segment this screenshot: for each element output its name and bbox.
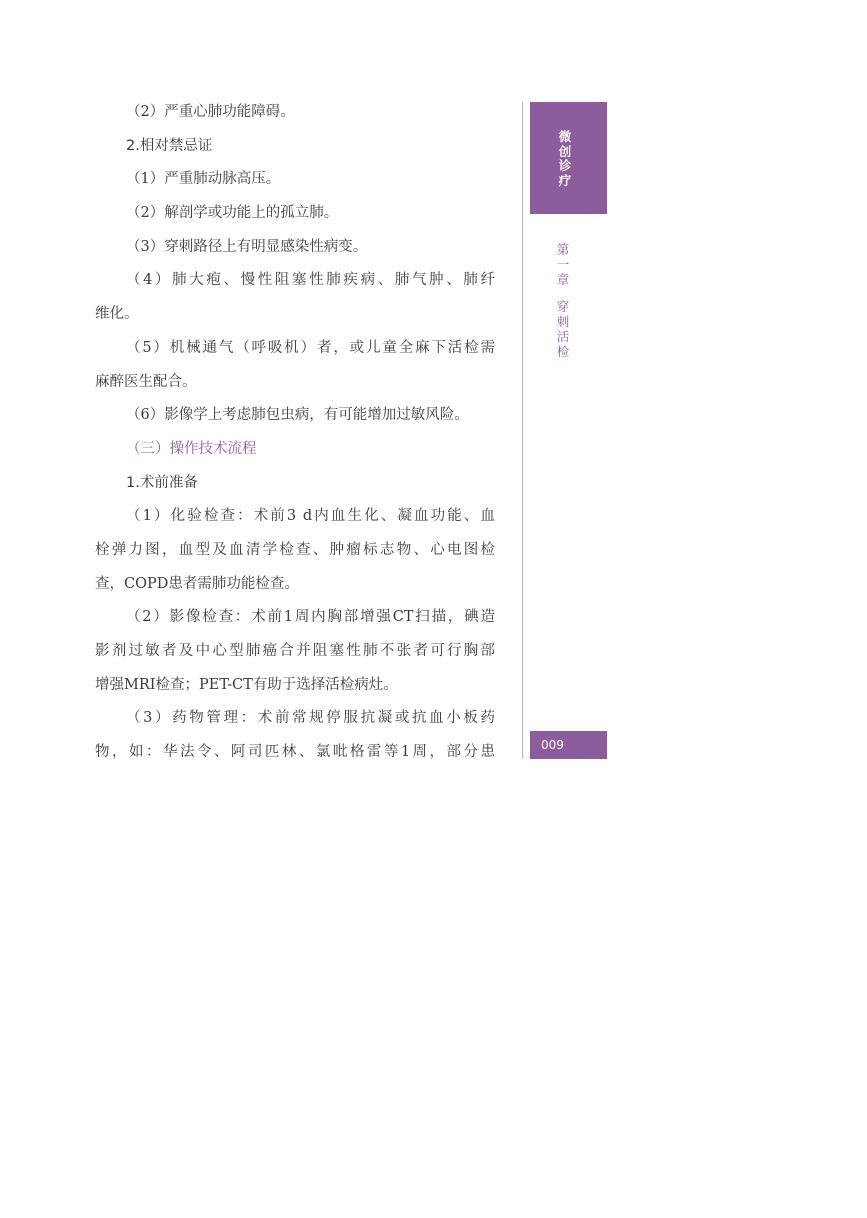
text-line: （2）严重心肺功能障碍。 xyxy=(126,104,295,120)
text-line: 2.相对禁忌证 xyxy=(126,137,213,154)
book-title-tab xyxy=(530,102,607,214)
text-line: （5）机械通气（呼吸机）者，或儿童全麻下活检需 xyxy=(126,339,495,356)
text-line: 维化。 xyxy=(95,306,139,323)
text-line: 物，如：华法令、阿司匹林、氯吡格雷等1周，部分患 xyxy=(95,744,495,761)
text-line: （3）药物管理：术前常规停服抗凝或抗血小板药 xyxy=(126,710,495,727)
text-line: 麻醉医生配合。 xyxy=(95,373,197,390)
chapter-title: 穿刺活检 xyxy=(556,299,570,359)
text-line: 影剂过敏者及中心型肺癌合并阻塞性肺不张者可行胸部 xyxy=(95,643,495,659)
page-number: 009 xyxy=(530,731,607,759)
text-line: （2）解剖学或功能上的孤立肺。 xyxy=(126,205,339,222)
text-line: 增强MRI检查；PET-CT有助于选择活检病灶。 xyxy=(95,676,398,693)
page-body-text xyxy=(95,96,495,770)
chapter-label xyxy=(555,242,571,359)
column-divider xyxy=(522,102,523,759)
text-line: 查，COPD患者需肺功能检查。 xyxy=(95,575,299,592)
chapter-number: 第一章 xyxy=(556,242,570,287)
text-line: 栓弹力图，血型及血清学检查、肿瘤标志物、心电图检 xyxy=(95,541,495,558)
text-line: 1.术前准备 xyxy=(126,474,198,491)
text-line: （6）影像学上考虑肺包虫病，有可能增加过敏风险。 xyxy=(126,407,469,424)
text-line: （2）影像检查：术前1周内胸部增强CT扫描，碘造 xyxy=(126,609,495,626)
section-heading: （三）操作技术流程 xyxy=(126,440,257,457)
text-line: （3）穿刺路径上有明显感染性病变。 xyxy=(126,238,368,255)
book-title: 微创诊疗 xyxy=(558,129,572,188)
text-line: （4）肺大疱、慢性阻塞性肺疾病、肺气肿、肺纤 xyxy=(126,272,495,289)
text-line: （1）化验检查：术前3 d内血生化、凝血功能、血 xyxy=(126,508,495,525)
text-line: （1）严重肺动脉高压。 xyxy=(126,171,281,188)
